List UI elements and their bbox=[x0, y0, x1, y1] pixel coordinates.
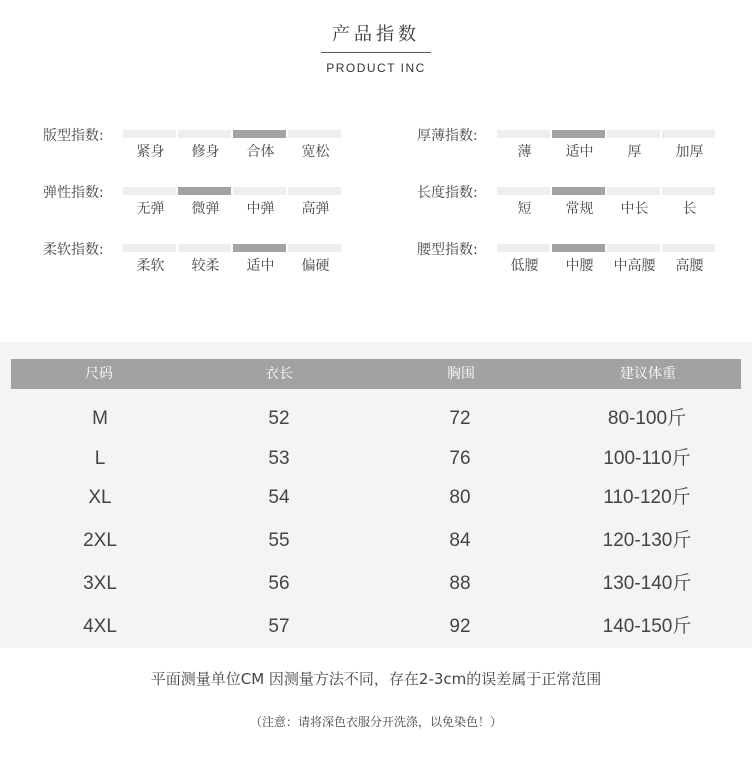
index-bar bbox=[497, 244, 550, 252]
index-label: 长度指数: bbox=[417, 185, 478, 201]
cell-size: 4XL bbox=[83, 616, 117, 637]
index-bar bbox=[288, 130, 341, 138]
cell-length: 55 bbox=[268, 530, 290, 551]
header-length: 衣长 bbox=[265, 366, 293, 382]
index-options bbox=[497, 200, 717, 218]
index-option: 中高腰 bbox=[613, 258, 656, 274]
index-option: 合体 bbox=[246, 144, 275, 160]
index-option: 加厚 bbox=[675, 144, 704, 160]
index-bar-selected bbox=[552, 187, 605, 195]
index-bar bbox=[178, 244, 231, 252]
index-option: 低腰 bbox=[510, 258, 539, 274]
index-softness bbox=[43, 242, 353, 282]
measurement-note: 平面测量单位CM 因测量方法不同，存在2-3cm的误差属于正常范围 bbox=[150, 670, 602, 688]
index-option: 偏硬 bbox=[301, 258, 330, 274]
index-bar-selected bbox=[552, 244, 605, 252]
index-option: 宽松 bbox=[301, 144, 330, 160]
index-bars bbox=[123, 130, 343, 138]
index-option: 较柔 bbox=[191, 258, 220, 274]
index-bar bbox=[662, 187, 715, 195]
table-row bbox=[0, 612, 752, 642]
index-bar bbox=[607, 130, 660, 138]
index-length bbox=[417, 185, 727, 225]
cell-chest: 88 bbox=[449, 573, 471, 594]
index-bars bbox=[497, 187, 717, 195]
cell-weight: 140-150斤 bbox=[602, 616, 692, 637]
index-option: 中弹 bbox=[246, 201, 275, 217]
cell-size: 2XL bbox=[83, 530, 117, 551]
index-label: 版型指数: bbox=[43, 128, 104, 144]
index-option: 常规 bbox=[565, 201, 594, 217]
index-bar-selected bbox=[233, 130, 286, 138]
index-bar bbox=[178, 130, 231, 138]
index-bar bbox=[662, 130, 715, 138]
index-bar-selected bbox=[178, 187, 231, 195]
table-row bbox=[0, 404, 752, 434]
header-chest: 胸围 bbox=[447, 366, 475, 382]
header-weight: 建议体重 bbox=[620, 366, 676, 382]
index-options bbox=[497, 257, 717, 275]
index-option: 紧身 bbox=[136, 144, 165, 160]
index-option: 长 bbox=[682, 201, 697, 217]
cell-size: 3XL bbox=[83, 573, 117, 594]
index-fit bbox=[43, 128, 353, 168]
index-bars bbox=[123, 187, 343, 195]
index-label: 腰型指数: bbox=[417, 242, 478, 258]
index-option: 中腰 bbox=[565, 258, 594, 274]
index-bar-selected bbox=[552, 130, 605, 138]
index-bar bbox=[497, 130, 550, 138]
index-bar bbox=[123, 130, 176, 138]
table-row bbox=[0, 526, 752, 556]
index-bar-selected bbox=[233, 244, 286, 252]
index-bar bbox=[288, 244, 341, 252]
index-options bbox=[497, 143, 717, 161]
index-bars bbox=[123, 244, 343, 252]
index-bar bbox=[288, 187, 341, 195]
cell-length: 53 bbox=[268, 448, 290, 469]
size-table-header bbox=[11, 359, 741, 389]
index-options bbox=[123, 200, 343, 218]
index-elasticity bbox=[43, 185, 353, 225]
index-label: 厚薄指数: bbox=[417, 128, 478, 144]
index-options bbox=[123, 257, 343, 275]
cell-chest: 84 bbox=[449, 530, 471, 551]
cell-chest: 80 bbox=[449, 487, 471, 508]
cell-size: M bbox=[92, 408, 108, 429]
index-waist bbox=[417, 242, 727, 282]
header-size: 尺码 bbox=[85, 366, 113, 382]
index-option: 中长 bbox=[620, 201, 649, 217]
page-subtitle: PRODUCT INC bbox=[326, 61, 426, 75]
cell-weight: 100-110斤 bbox=[603, 448, 691, 469]
index-option: 短 bbox=[517, 201, 532, 217]
page-header bbox=[0, 22, 752, 75]
cell-length: 56 bbox=[268, 573, 290, 594]
index-option: 微弹 bbox=[191, 201, 220, 217]
index-bar bbox=[123, 187, 176, 195]
index-bar bbox=[123, 244, 176, 252]
table-row bbox=[0, 483, 752, 513]
index-bar bbox=[497, 187, 550, 195]
cell-chest: 76 bbox=[449, 448, 471, 469]
cell-chest: 92 bbox=[449, 616, 471, 637]
cell-chest: 72 bbox=[449, 408, 471, 429]
index-option: 高腰 bbox=[675, 258, 704, 274]
index-option: 适中 bbox=[246, 258, 275, 274]
index-option: 适中 bbox=[565, 144, 594, 160]
cell-weight: 80-100斤 bbox=[607, 408, 687, 429]
index-option: 高弹 bbox=[301, 201, 330, 217]
cell-length: 52 bbox=[268, 408, 290, 429]
cell-length: 54 bbox=[268, 487, 290, 508]
index-option: 厚 bbox=[627, 144, 642, 160]
table-row bbox=[0, 569, 752, 599]
index-bar bbox=[607, 244, 660, 252]
title-divider bbox=[321, 52, 431, 53]
index-label: 弹性指数: bbox=[43, 185, 104, 201]
index-option: 无弹 bbox=[136, 201, 165, 217]
cell-weight: 130-140斤 bbox=[602, 573, 692, 594]
index-option: 修身 bbox=[191, 144, 220, 160]
index-thickness bbox=[417, 128, 727, 168]
cell-length: 57 bbox=[268, 616, 290, 637]
index-option: 薄 bbox=[517, 144, 532, 160]
page-title: 产品指数 bbox=[332, 24, 420, 45]
index-label: 柔软指数: bbox=[43, 242, 104, 258]
index-bars bbox=[497, 244, 717, 252]
cell-weight: 110-120斤 bbox=[603, 487, 691, 508]
index-bars bbox=[497, 130, 717, 138]
index-bar bbox=[662, 244, 715, 252]
index-bar bbox=[607, 187, 660, 195]
cell-size: L bbox=[94, 448, 106, 469]
cell-size: XL bbox=[88, 487, 112, 508]
index-bar bbox=[233, 187, 286, 195]
cell-weight: 120-130斤 bbox=[602, 530, 692, 551]
table-row bbox=[0, 444, 752, 474]
wash-note: （注意：请将深色衣服分开洗涤，以免染色！） bbox=[249, 715, 502, 729]
index-options bbox=[123, 143, 343, 161]
index-option: 柔软 bbox=[136, 258, 165, 274]
size-table bbox=[0, 342, 752, 648]
